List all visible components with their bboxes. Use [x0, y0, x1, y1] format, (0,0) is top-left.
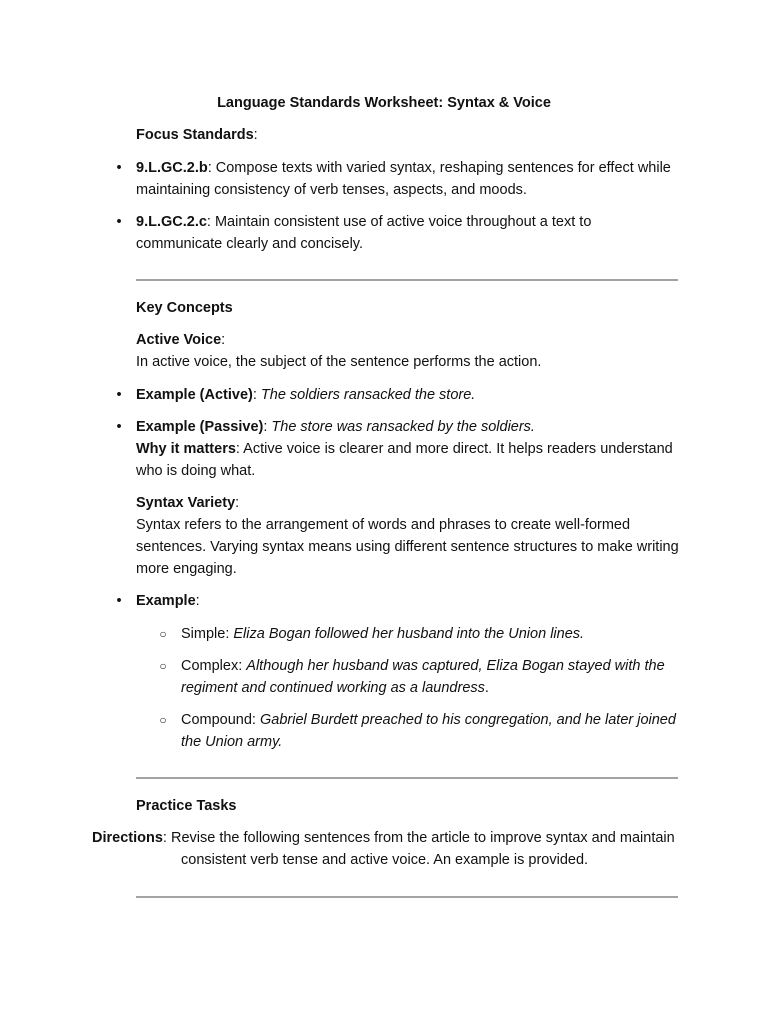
example-passive: Example (Passive): The store was ransacked by the soldiers. Why it matters: Active voice is clearer and more direct. It helps readers understand who is doing what.: [136, 419, 673, 479]
syntax-example-compound: Compound: Gabriel Burdett preached to his congregation, and he later joined the Union army.: [181, 712, 676, 750]
worksheet-title: Language Standards Worksheet: Syntax & Voice: [217, 95, 551, 111]
syntax-variety-heading: Syntax Variety:: [136, 495, 240, 511]
directions-text: Directions: Revise the following sentences from the article to improve syntax and maintain consistent verb tense and active voice. An example is provided.: [92, 830, 675, 868]
key-concepts-heading: Key Concepts: [136, 300, 233, 316]
active-voice-definition: In active voice, the subject of the sentence performs the action.: [136, 354, 542, 370]
bullet-icon: •: [116, 160, 122, 176]
bullet-icon: •: [116, 593, 122, 609]
syntax-example-complex: Complex: Although her husband was captured, Eliza Bogan stayed with the regiment and continued working as a laundress.: [181, 658, 665, 696]
practice-tasks-heading: Practice Tasks: [136, 798, 237, 814]
section-divider: [136, 777, 678, 779]
circle-bullet-icon: ○: [159, 713, 167, 727]
standard-item: 9.L.GC.2.b: Compose texts with varied syntax, reshaping sentences for effect while maintaining consistency of verb tenses, aspects, and moods.: [136, 160, 671, 198]
circle-bullet-icon: ○: [159, 627, 167, 641]
bullet-icon: •: [116, 419, 122, 435]
bullet-icon: •: [116, 387, 122, 403]
section-divider: [136, 896, 678, 898]
focus-standards-heading: Focus Standards:: [136, 127, 258, 143]
active-voice-heading: Active Voice:: [136, 332, 226, 348]
syntax-example-simple: Simple: Eliza Bogan followed her husband into the Union lines.: [181, 626, 585, 642]
syntax-variety-definition: Syntax refers to the arrangement of words and phrases to create well-formed sentences. Varying syntax means using different sentence structures to make writing more engaging.: [136, 517, 679, 577]
section-divider: [136, 279, 678, 281]
standard-item: 9.L.GC.2.c: Maintain consistent use of active voice throughout a text to communicate clearly and concisely.: [136, 214, 592, 252]
circle-bullet-icon: ○: [159, 659, 167, 673]
syntax-example-heading: Example:: [136, 593, 200, 609]
example-active: Example (Active): The soldiers ransacked the store.: [136, 387, 476, 403]
bullet-icon: •: [116, 214, 122, 230]
